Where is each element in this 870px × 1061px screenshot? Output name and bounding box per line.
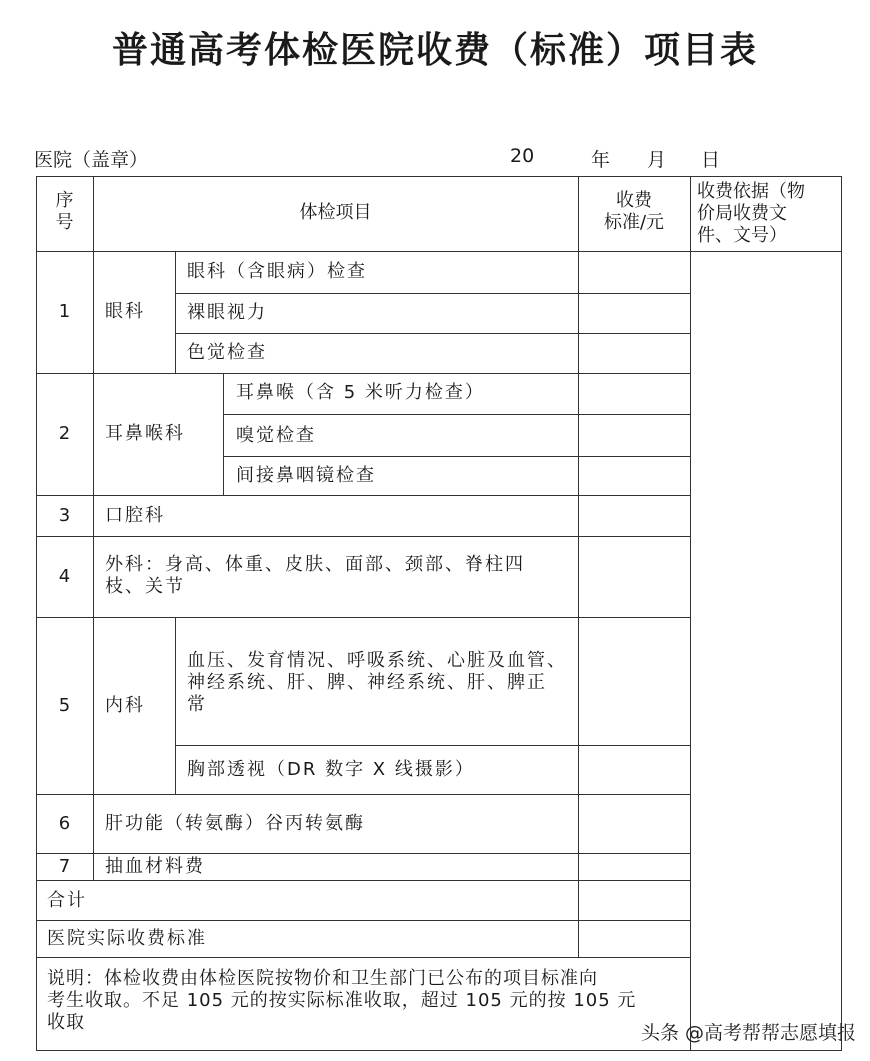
row-line (36, 880, 690, 881)
row-2-item-2: 嗅觉检查 (236, 425, 316, 446)
header-seq: 序 号 (55, 190, 74, 233)
row-7-no: 7 (58, 856, 71, 877)
row-5-item-2: 胸部透视（DR 数字 X 线摄影） (187, 759, 475, 780)
row-line (175, 745, 690, 746)
row-2-no: 2 (58, 423, 71, 444)
row-line (36, 920, 690, 921)
note-text: 说明：体检收费由体检医院按物价和卫生部门已公布的项目标准向 考生收取。不足 105 元的按实际标准收取，超过 105 元的按 105 元 收取 (47, 968, 637, 1033)
col-line (690, 176, 691, 1051)
row-2-dept: 耳鼻喉科 (105, 423, 185, 444)
row-3-dept: 口腔科 (105, 505, 165, 526)
row-5-no: 5 (58, 695, 71, 716)
col-line (223, 373, 224, 495)
row-5-dept: 内科 (105, 695, 145, 716)
col-line (175, 251, 176, 373)
watermark: 头条 @高考帮帮志愿填报 (640, 1022, 856, 1044)
actual-fee-label: 医院实际收费标准 (47, 928, 207, 949)
row-1-item-2: 裸眼视力 (187, 302, 267, 323)
total-label: 合计 (47, 890, 87, 911)
date-month-label: 月 (647, 149, 667, 171)
row-1-item-3: 色觉检查 (187, 342, 267, 363)
col-line (93, 176, 94, 880)
row-5-item-1: 血压、发育情况、呼吸系统、心脏及血管、 神经系统、肝、脾、神经系统、肝、脾正 常 (187, 650, 567, 715)
hospital-seal-label: 医院（盖章） (34, 149, 149, 171)
date-year-prefix: 20 (510, 145, 535, 167)
header-bottom-line (36, 251, 842, 252)
row-line (175, 293, 690, 294)
row-line (223, 414, 690, 415)
row-4-no: 4 (58, 566, 71, 587)
row-4-dept: 外科：身高、体重、皮肤、面部、颈部、脊柱四 枝、关节 (105, 554, 525, 597)
row-6-no: 6 (58, 813, 71, 834)
row-line (36, 373, 690, 374)
row-7-dept: 抽血材料费 (105, 856, 205, 877)
col-line (578, 176, 579, 957)
date-year-label: 年 (591, 149, 611, 171)
col-line (175, 617, 176, 794)
row-line (36, 495, 690, 496)
row-line (36, 617, 690, 618)
row-line (36, 853, 690, 854)
row-2-item-1: 耳鼻喉（含 5 米听力检查） (236, 382, 485, 403)
row-line (223, 456, 690, 457)
header-basis: 收费依据（物 价局收费文 件、文号） (697, 181, 805, 246)
row-1-no: 1 (58, 301, 71, 322)
date-day-label: 日 (701, 149, 721, 171)
row-line (36, 957, 690, 958)
row-3-no: 3 (58, 505, 71, 526)
header-fee: 收费 标准/元 (603, 190, 665, 233)
row-line (36, 794, 690, 795)
row-1-item-1: 眼科（含眼病）检查 (187, 261, 367, 282)
page-title: 普通高考体检医院收费（标准）项目表 (111, 30, 758, 71)
row-6-dept: 肝功能（转氨酶）谷丙转氨酶 (105, 813, 365, 834)
row-line (36, 536, 690, 537)
row-1-dept: 眼科 (105, 301, 145, 322)
row-line (175, 333, 690, 334)
row-2-item-3: 间接鼻咽镜检查 (236, 465, 376, 486)
header-item: 体检项目 (299, 202, 372, 223)
